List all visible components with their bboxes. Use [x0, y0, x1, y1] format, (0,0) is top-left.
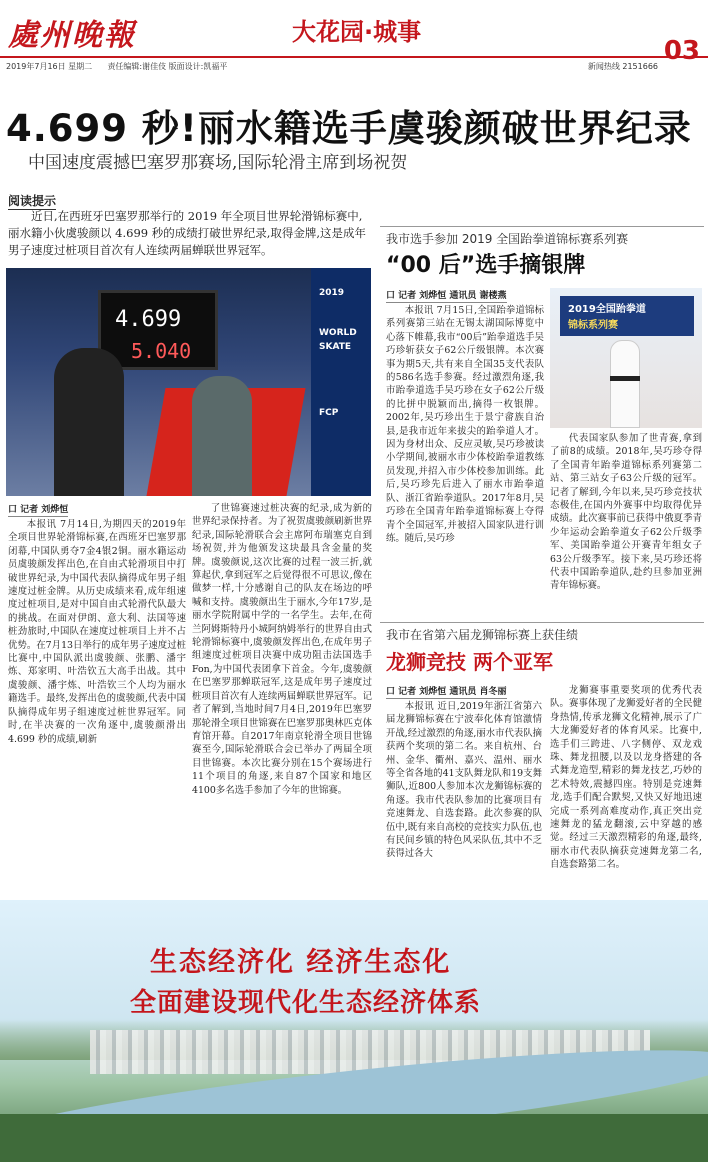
banner-text-4: FCP	[319, 408, 339, 418]
editor-line: 责任编辑:谢佳伎 版面设计:凯福平	[107, 62, 228, 71]
official-figure	[54, 348, 124, 496]
banner-text-1: 2019	[319, 288, 345, 298]
skating-champion-photo	[6, 268, 371, 496]
story3-col1	[386, 700, 542, 890]
newspaper-logo: 處州晚報	[8, 18, 136, 53]
section-name: 大花园	[292, 18, 364, 46]
section-sub: 城事	[373, 18, 422, 46]
divider-mid	[380, 622, 704, 623]
masthead	[0, 0, 708, 72]
taekwondo-banner	[560, 296, 694, 336]
eco-economy-ad	[0, 900, 708, 1162]
taekwondo-banner-1: 2019全国跆拳道	[568, 304, 646, 315]
story2-byline: 口 记者 刘烨恒 通讯员 谢楼燕	[386, 288, 507, 303]
ad-slogan-1: 生态经济化 经济生态化	[150, 947, 452, 978]
ad-forest	[0, 1114, 708, 1162]
main-story-col1	[8, 518, 186, 890]
athlete-figure	[192, 376, 252, 496]
main-byline: 口 记者 刘烨恒	[8, 502, 68, 517]
story2-col1-text: 本报讯 7月15日,全国跆拳道锦标系列赛第三站在无锡太湖国际博览中心落下帷幕,我市“00后”跆拳道选手吴巧珍斩获女子62公斤级银牌。本次赛事为期5天,共有来自全国35支代表队的586名选手参赛。经过激烈角逐,我市跆拳道选手吴巧珍在女子62公斤级的比拼中脱颖而出,摘得一枚银牌。2002年,吴巧珍出生于景宁畲族自治县,是我市近年来拔尖的跆拳道人才。因为身材出众、反应灵敏,吴巧珍被读小学期间,被丽水市少体校跆拳道教练员发现,并招入市少体校参加训练。此后,吴巧珍先后进入了丽水市跆拳道队、浙江省跆拳道队。2017年8月,吴巧珍在全国青年跆拳道锦标赛上夺得青个全国冠军,并被招入国家队进行训练。随后,吴巧珍	[386, 305, 544, 544]
timer-value-2: 5.040	[131, 339, 192, 363]
ad-slogan-2: 全面建设现代化生态经济体系	[130, 988, 482, 1018]
lead-label: 阅读提示	[8, 194, 57, 208]
event-banner	[311, 268, 371, 496]
athlete-figure	[610, 340, 640, 428]
story2-title: “00 后”选手摘银牌	[386, 253, 586, 278]
story2-col2-text: 代表国家队参加了世青赛,拿到了前8的成绩。2018年,吴巧珍夺得了全国青年跆拳道锦标系列赛第二站、第三站女子63公斤级的冠军。记者了解到,今年以来,吴巧珍竞技状态极佳,在国内外赛事中均取得优异成绩。此次赛事前已获得中俄夏季青少年运动会跆拳道女子62公斤级季军、美国跆拳道公开赛青年组女子63公斤级季军。接下来,吴巧珍还将代表中国跆拳道队,赴约旦参加亚洲青年锦标赛。	[550, 433, 702, 592]
main-col2-text: 了世锦赛速过桩决赛的纪录,成为新的世界纪录保持者。为了祝贺虞骏颜刷新世界纪录,国际轮滑联合会主席阿布瑞塞克自到场祝贺,并为他颁发这块最具含金量的奖牌。虞骏颜说,这次比赛的过程一波三折,就算起伏,拿到冠军之后觉得很不可思议,像在做梦一样,十分感谢自己的队友在场边的呼喊和支持。虞骏颜出生于丽水,今年17岁,是丽水学院附属中学的一名学生。去年,在荷兰阿姆斯特丹小城阿纳姆举行的世界自由式轮滑锦标赛中,虞骏颜发挥出色,在成年男子组速度过桩项目决赛中成功阻击法国选手Fon,为中国代表团拿下首金。今年,虞骏颜在巴塞罗那蝉联冠军,这是成年男子速度过桩项目首次有人连续两届蝉联世界冠军。记者了解到,当地时间7月4日,2019年巴塞罗那轮滑全项目世锦赛在巴塞罗那奥林匹克体育馆开幕。自2017年南京轮滑全项目世锦赛至今,国际轮滑联合会已举办了两届全项目世锦赛。本次比赛分别在15个赛场进行11个项目的角逐,来自87个国家和地区4100多名选手参加了今年的世锦赛。	[192, 503, 372, 796]
story3-title: 龙狮竞技 两个亚军	[386, 650, 553, 674]
black-belt	[610, 376, 640, 381]
timer-value-1: 4.699	[115, 307, 182, 332]
banner-text-3: SKATE	[319, 342, 352, 352]
section-title	[292, 12, 421, 47]
story3-col2	[550, 684, 702, 890]
taekwondo-photo	[550, 288, 702, 428]
divider-top	[380, 226, 704, 227]
story3-col2-text: 龙狮赛事重要奖项的优秀代表队。赛事体现了龙狮爱好者的全民健身热情,传承龙狮文化精神,展示了广大龙狮爱好者的体育风采。比赛中,选手们三跨进、八字侧停、双龙戏珠、舞龙扭腰,以及以龙身搭建的各式舞龙造型,精彩的舞龙技艺,巧妙的艺术特效,震撼四座。特别是竞速舞龙,选手们配合默契,又快又好地迅速完成一系列高难度动作,真正突出竞速舞龙的猛龙翻滚,云中穿越的感觉。经过三天激烈精彩的角逐,最终,丽水市代表队摘获竞速舞龙第二名,自选套路第二名。	[550, 685, 702, 871]
meta-line	[0, 56, 708, 70]
page-number: 03	[663, 36, 700, 66]
story2-col2	[550, 432, 702, 618]
story3-col1-text: 本报讯 近日,2019年浙江省第六届龙狮锦标赛在宁波奉化体育馆激情开战,经过激烈的角逐,丽水市代表队摘获两个奖项的第二名。来自杭州、台州、金华、衢州、嘉兴、温州、丽水等全省各地的41支队舞龙队和19支舞狮队,近800人参加本次龙狮锦标赛的角逐。我市代表队参加的比赛项目有竞速舞龙、自选套路。此次参赛的队伍中,既有来自高校的竞技实力队伍,也有民间乡镇的特色风采队伍,其中不乏获得过各大	[386, 701, 542, 860]
main-col1-text: 本报讯 7月14日,为期四天的2019年全项目世界轮滑锦标赛,在西班牙巴塞罗那闭幕,中国队勇夺7金4银2铜。丽水籍运动员虞骏颜发挥出色,在自由式轮滑项目中打破世界纪录,为中国代表队摘得成年男子组速度过桩金牌。从历史成绩来看,成年组速度过桩项目,是对中国自由式轮滑代队最大的挑战。在面对伊朗、意大利、法国等速桩劲旅时,中国队在速度过桩项目上并不占优势。在7月13日举行的成年男子速度过桩比赛中,中国队派出虞骏颜、张鹏、潘宇炼、郑家明、叶浩钦五大高手出战。其中虞骏颜、潘宇炼、叶浩钦三个人均为丽水籍选手。最终,发挥出色的虞骏颜,代表中国队摘得成年男子组速度过桩世界冠军。同时,在半决赛的一次角逐中,虞骏颜滑出 4.699 秒的成绩,刷新	[8, 519, 186, 745]
story2-kicker: 我市选手参加 2019 全国跆拳道锦标赛系列赛	[386, 232, 629, 246]
story2-col1	[386, 304, 544, 618]
hotline: 新闻热线 2151666	[587, 62, 658, 71]
date-line: 2019年7月16日 星期二	[6, 62, 93, 71]
lead-text: 近日,在西班牙巴塞罗那举行的 2019 年全项目世界轮滑锦标赛中,丽水籍小伙虞骏颜以 4.699 秒的成绩打破世界纪录,取得金牌,这是成年男子速度过桩项目首次有人连续两届蝉联世界冠军。	[8, 209, 367, 257]
main-subhead: 中国速度震撼巴塞罗那赛场,国际轮滑主席到场祝贺	[28, 153, 408, 173]
banner-text-2: WORLD	[319, 328, 357, 338]
main-story-col2	[192, 502, 372, 890]
taekwondo-banner-2: 锦标系列赛	[568, 320, 618, 331]
story3-byline: 口 记者 刘烨恒 通讯员 肖冬丽	[386, 684, 507, 699]
main-headline: 4.699 秒!丽水籍选手虞骏颜破世界纪录	[6, 107, 692, 150]
section-dot: ·	[364, 18, 374, 46]
story3-kicker: 我市在省第六届龙狮锦标赛上获佳绩	[386, 628, 579, 642]
